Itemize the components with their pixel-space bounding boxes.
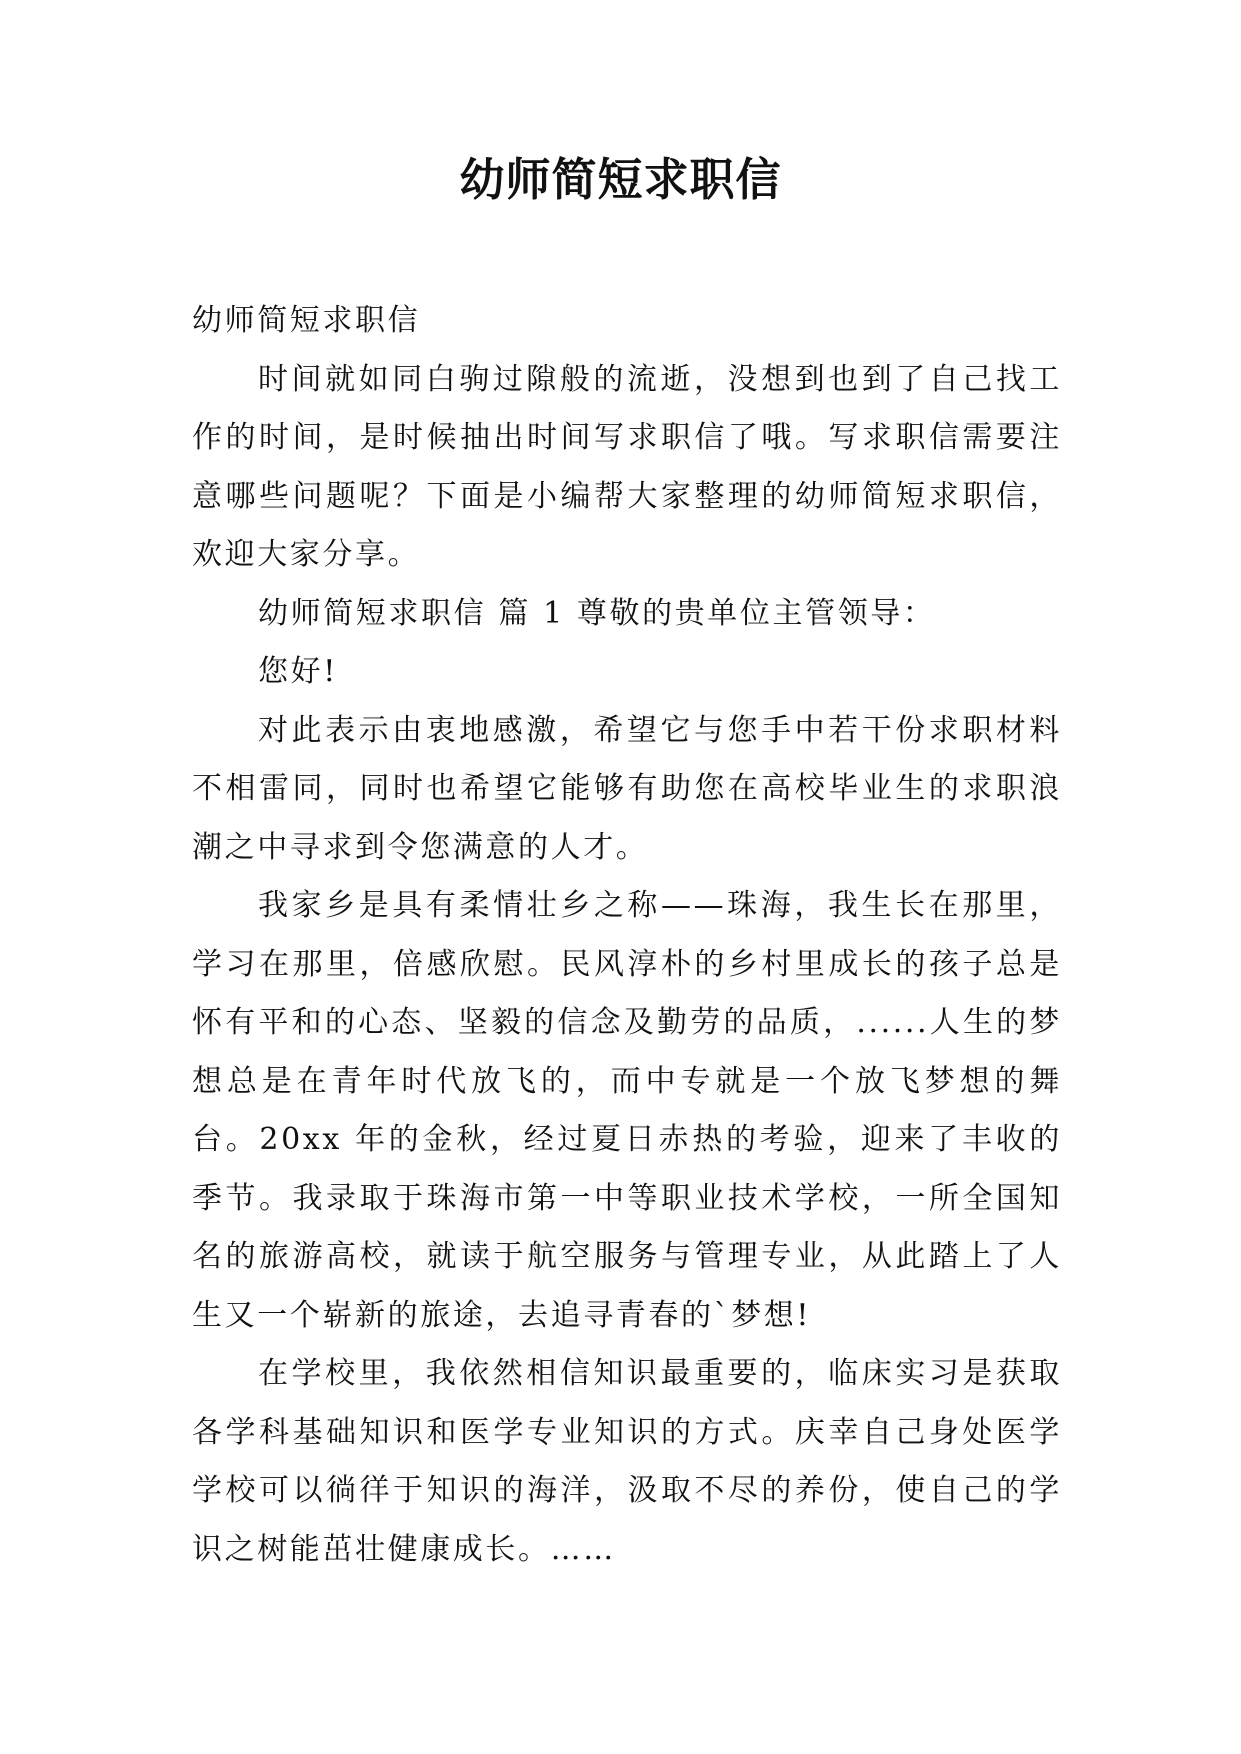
gratitude-paragraph: 对此表示由衷地感激，希望它与您手中若干份求职材料不相雷同，同时也希望它能够有助您在高校毕业生的求职浪潮之中寻求到令您满意的人才。 <box>192 712 1062 865</box>
hometown-paragraph: 我家乡是具有柔情壮乡之称——珠海，我生长在那里，学习在那里，倍感欣慰。民风淳朴的乡村里成长的孩子总是怀有平和的心态、坚毅的信念及勤劳的品质，......人生的梦想总是在青年时代放飞的，而中专就是一个放飞梦想的舞台。20xx 年的金秋，经过夏日赤热的考验，迎来了丰收的季节。我录取于珠海市第一中等职业技术学校，一所全国知名的旅游高校，就读于航空服务与管理专业，从此踏上了人生又一个崭新的旅途，去追寻青春的`梦想! <box>192 888 1062 1333</box>
salutation-paragraph: 幼师简短求职信 篇 1 尊敬的贵单位主管领导： <box>258 595 936 631</box>
document-title: 幼师简短求职信 <box>459 153 782 206</box>
document-body <box>192 292 1062 1579</box>
intro-paragraph: 时间就如同白驹过隙般的流逝，没想到也到了自己找工作的时间，是时候抽出时间写求职信了哦。写求职信需要注意哪些问题呢？下面是小编帮大家整理的幼师简短求职信，欢迎大家分享。 <box>192 361 1062 572</box>
subtitle-paragraph: 幼师简短求职信 <box>192 303 421 338</box>
greeting-paragraph: 您好! <box>258 654 338 689</box>
school-paragraph: 在学校里，我依然相信知识最重要的，临床实习是获取各学科基础知识和医学专业知识的方式。庆幸自己身处医学学校可以徜徉于知识的海洋，汲取不尽的养份，使自己的学识之树能茁壮健康成长。…… <box>192 1356 1062 1567</box>
